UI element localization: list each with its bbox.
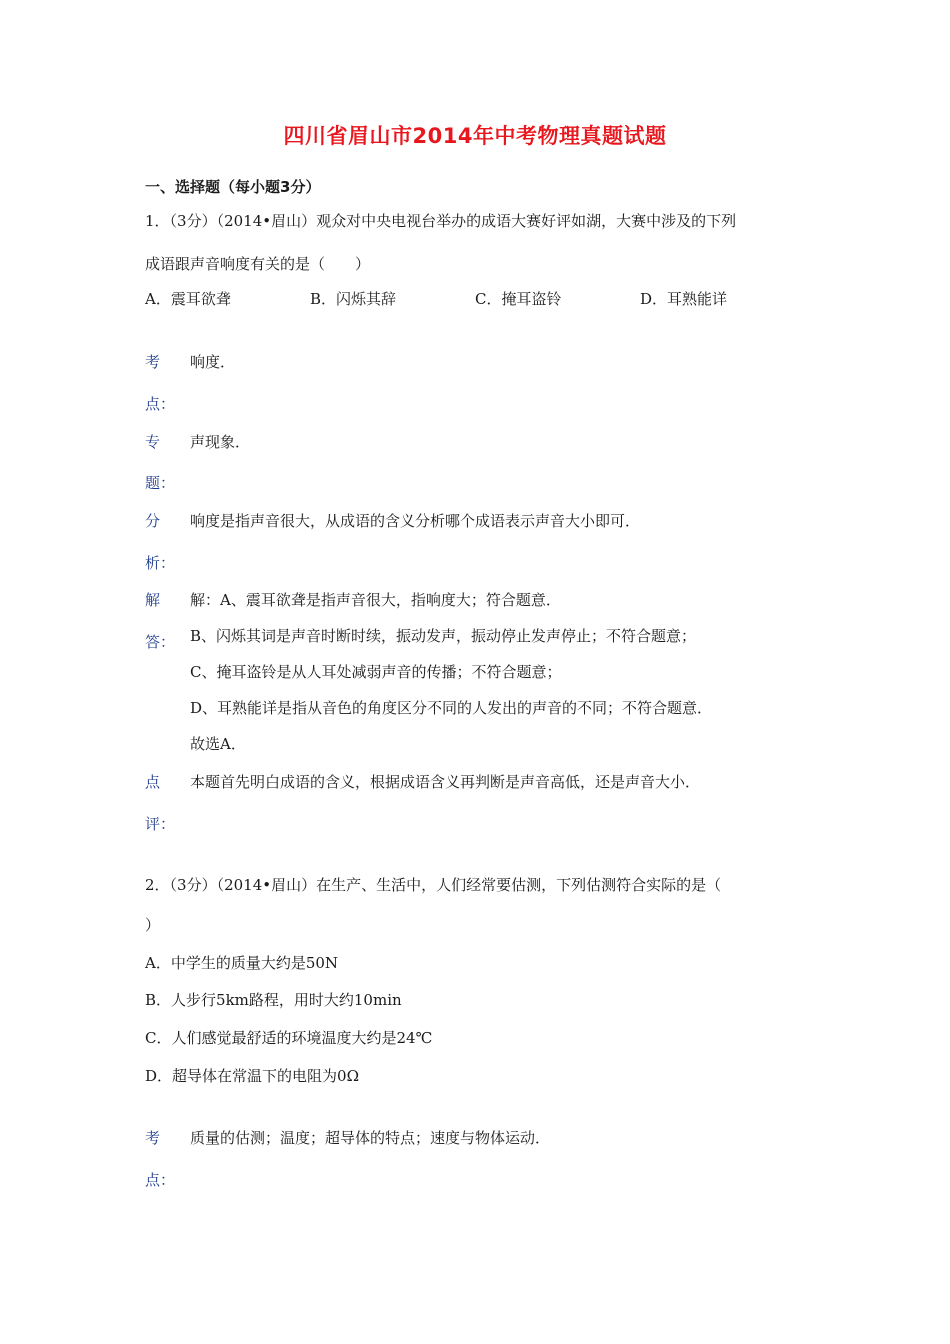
q2-kaodian-label-1: 考 — [145, 1129, 161, 1147]
q1-kaodian-label-1: 考 — [145, 353, 161, 371]
q2-kaodian-label-2: 点： — [145, 1171, 176, 1189]
q1-dianping-label-2: 评： — [145, 815, 176, 833]
q2-option-a: A．中学生的质量大约是50N — [145, 954, 339, 972]
q1-fenxi-label-2: 析： — [145, 554, 176, 572]
q1-jieda-line: D、耳熟能详是指从音色的角度区分不同的人发出的声音的不同；不符合题意． — [190, 699, 713, 717]
q1-kaodian-label-2: 点： — [145, 395, 176, 413]
q2-stem-line1: 2．（3分）（2014•眉山）在生产、生活中，人们经常要估测，下列估测符合实际的是（ — [145, 876, 722, 894]
section-header: 一、选择题（每小题3分） — [145, 178, 321, 196]
q1-kaodian-text: 响度． — [190, 353, 236, 371]
q1-fenxi-text: 响度是指声音很大，从成语的含义分析哪个成语表示声音大小即可． — [190, 512, 641, 530]
q1-stem-line1: 1．（3分）（2014•眉山）观众对中央电视台举办的成语大赛好评如湖，大赛中涉及的下列 — [145, 212, 737, 230]
q1-dianping-text: 本题首先明白成语的含义，根据成语含义再判断是声音高低，还是声音大小． — [190, 773, 701, 791]
q1-jieda-label-1: 解 — [145, 591, 161, 609]
q1-option-d: D．耳熟能详 — [640, 290, 728, 308]
q1-dianping-label-1: 点 — [145, 773, 161, 791]
q1-zhuanti-label-1: 专 — [145, 433, 161, 451]
q2-option-b: B．人步行5km路程，用时大约10min — [145, 991, 402, 1009]
q1-jieda-line: 解：A、震耳欲聋是指声音很大，指响度大；符合题意． — [190, 591, 561, 609]
q1-option-c: C．掩耳盗铃 — [475, 290, 562, 308]
q1-jieda-line: 故选A． — [190, 735, 246, 753]
q1-option-a: A．震耳欲聋 — [145, 290, 231, 308]
q2-option-c: C．人们感觉最舒适的环境温度大约是24℃ — [145, 1029, 433, 1047]
q1-jieda-line: C、掩耳盗铃是从人耳处减弱声音的传播；不符合题意； — [190, 663, 562, 681]
q2-option-d: D．超导体在常温下的电阻为0Ω — [145, 1067, 360, 1085]
q1-option-b: B．闪烁其辞 — [310, 290, 397, 308]
page-title: 四川省眉山市2014年中考物理真题试题 — [283, 124, 667, 148]
q1-zhuanti-label-2: 题： — [145, 474, 176, 492]
q1-fenxi-label-1: 分 — [145, 512, 161, 530]
q1-jieda-line: B、闪烁其词是声音时断时续，振动发声，振动停止发声停止；不符合题意； — [190, 627, 697, 645]
q1-zhuanti-text: 声现象． — [190, 433, 251, 451]
q2-kaodian-text: 质量的估测；温度；超导体的特点；速度与物体运动． — [190, 1129, 551, 1147]
q1-stem-line2: 成语跟声音响度有关的是（ ） — [145, 255, 371, 273]
q1-jieda-label-2: 答： — [145, 633, 176, 651]
q2-stem-line2: ） — [145, 916, 161, 934]
